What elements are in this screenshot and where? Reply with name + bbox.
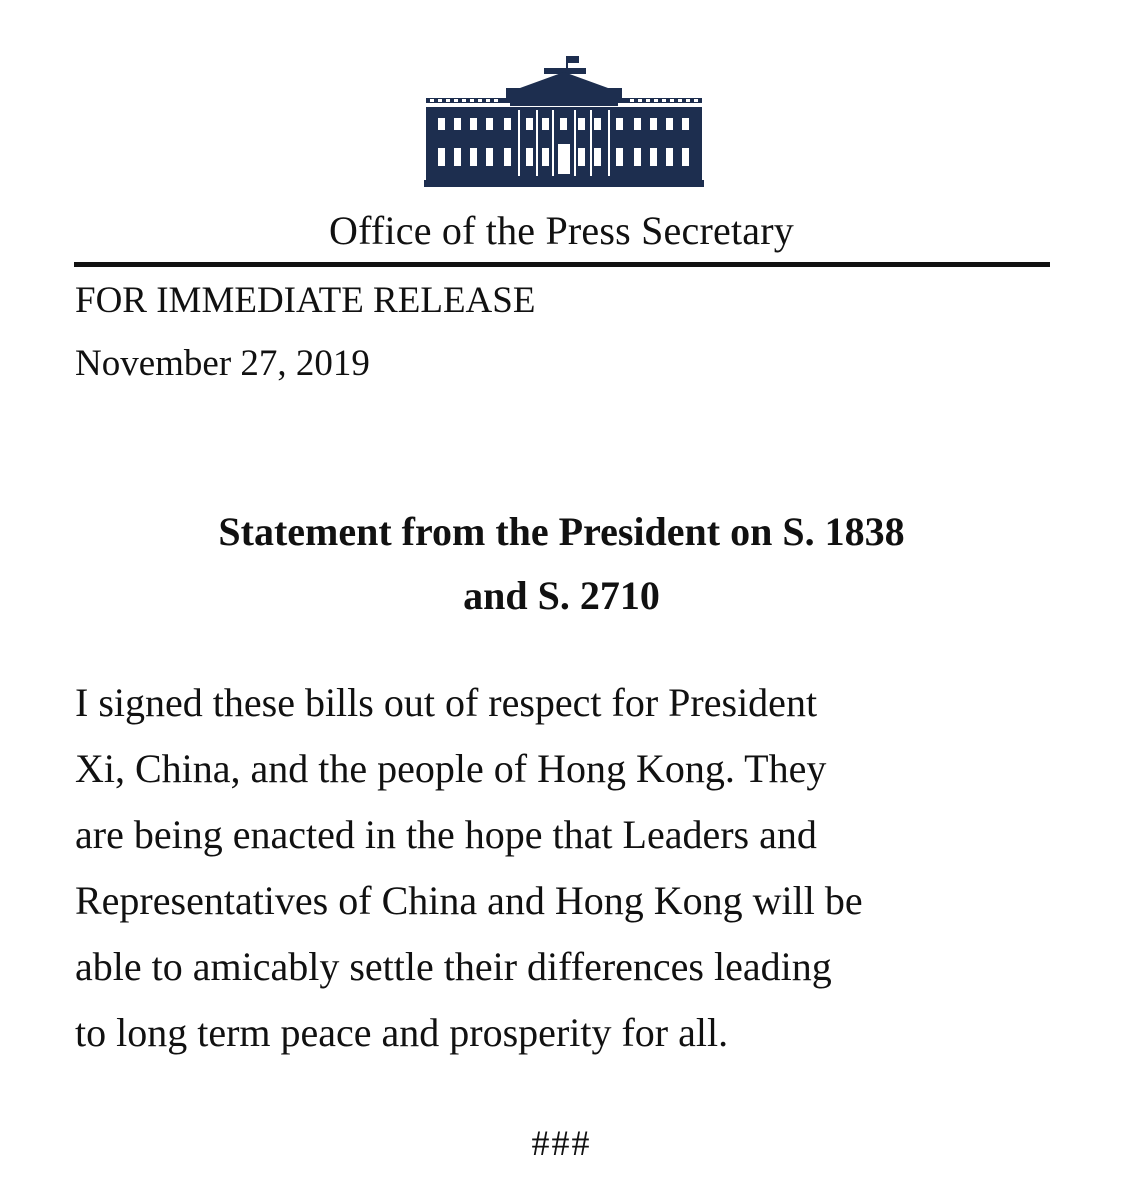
release-label: FOR IMMEDIATE RELEASE — [75, 280, 536, 321]
statement-body — [75, 670, 1065, 1066]
body-line: Representatives of China and Hong Kong will be — [75, 878, 863, 923]
office-name: Office of the Press Secretary — [329, 208, 794, 253]
release-date: November 27, 2019 — [75, 343, 370, 384]
statement-title-line: and S. 2710 — [463, 573, 660, 618]
body-line: I signed these bills out of respect for President — [75, 680, 818, 725]
header-divider — [74, 262, 1050, 267]
end-mark: ### — [531, 1123, 592, 1163]
body-line: Xi, China, and the people of Hong Kong. They — [75, 746, 827, 791]
statement-title — [60, 500, 1063, 628]
body-line: are being enacted in the hope that Leaders and — [75, 812, 817, 857]
body-line: to long term peace and prosperity for all. — [75, 1010, 729, 1055]
white-house-logo-icon — [424, 52, 704, 190]
body-line: able to amicably settle their differences leading — [75, 944, 832, 989]
statement-title-line: Statement from the President on S. 1838 — [218, 509, 905, 554]
